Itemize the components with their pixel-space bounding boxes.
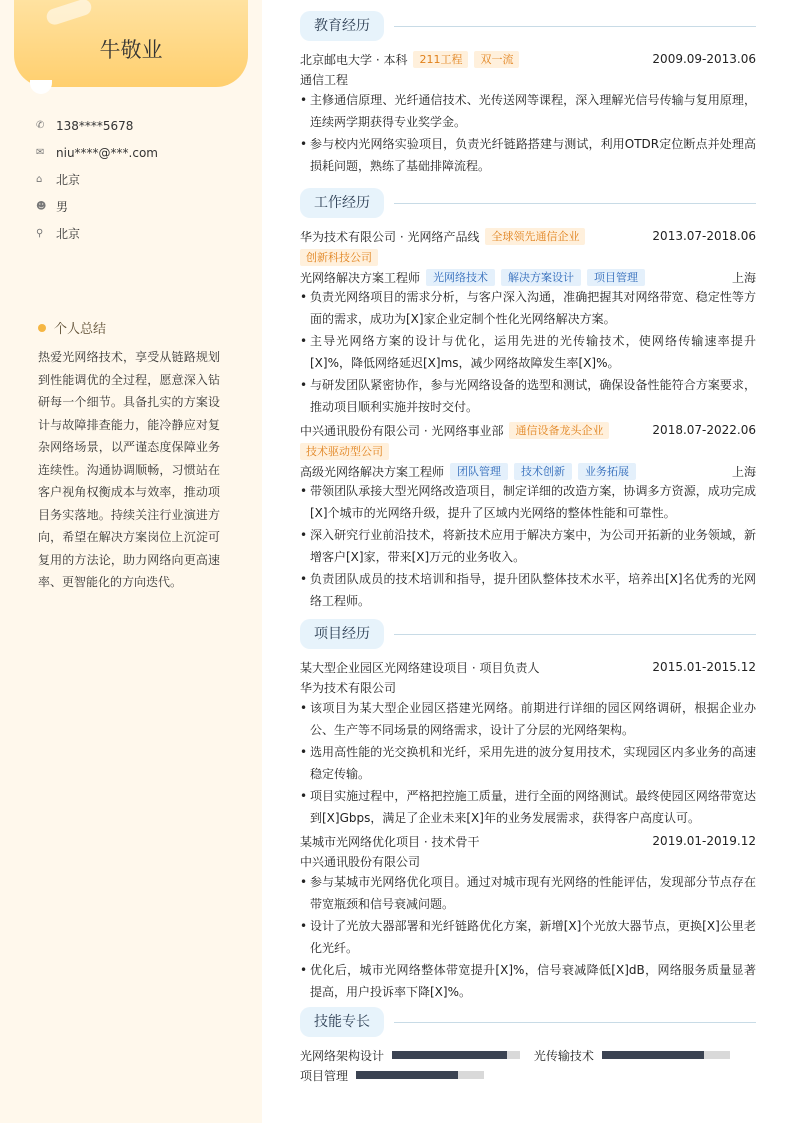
skill-item: [534, 1045, 730, 1065]
job-bullets: [300, 287, 756, 418]
skill-level-fill: [602, 1051, 704, 1059]
education-period: 2009.09-2013.06: [652, 52, 756, 66]
company-name: 华为技术有限公司 · 光网络产品线: [300, 229, 480, 244]
project-org: 华为技术有限公司: [300, 681, 397, 695]
major: 通信工程: [300, 73, 349, 87]
divider: [394, 203, 756, 204]
skills-list: [300, 1045, 756, 1085]
skill-level-fill: [392, 1051, 507, 1059]
gender-value: 男: [56, 200, 69, 214]
section-heading: [300, 1007, 756, 1037]
gender-icon: ☻: [36, 201, 47, 212]
divider: [394, 1022, 756, 1023]
contact-phone: [36, 112, 246, 139]
role-row: [300, 267, 756, 287]
job-period: 2013.07-2018.06: [652, 229, 756, 243]
job-entry: [300, 419, 756, 612]
list-item: • 与研发团队紧密协作，参与光网络设备的选型和测试，确保设备性能符合方案要求，推动项目顺利实施并按时交付。: [300, 375, 756, 418]
project-header: [300, 830, 756, 852]
project-org: 中兴通讯股份有限公司: [300, 855, 421, 869]
project-entry: [300, 830, 756, 1003]
company-tag: 技术驱动型公司: [300, 443, 389, 460]
list-item: • 项目实施过程中，严格把控施工质量，进行全面的网络测试。最终使园区网络带宽达到[X]Gbps，满足了企业未来[X]年的业务发展需求，获得客户高度认可。: [300, 786, 756, 829]
skill-tag: 项目管理: [587, 269, 645, 286]
contact-email: [36, 139, 246, 166]
map-pin-icon: ⚲: [36, 228, 44, 239]
section-education: [300, 11, 756, 178]
job-role: 高级光网络解决方案工程师: [300, 464, 445, 479]
skill-tag: 解决方案设计: [501, 269, 581, 286]
school-tag: 双一流: [474, 51, 519, 68]
hometown-value: 北京: [56, 227, 81, 241]
role-row: [300, 461, 756, 481]
home-icon: ⌂: [36, 174, 43, 185]
education-header: [300, 48, 756, 70]
skill-tag: 技术创新: [514, 463, 572, 480]
job-city: 上海: [731, 464, 756, 479]
school-name: 北京邮电大学 · 本科: [300, 52, 408, 67]
section-skills: [300, 1007, 756, 1085]
list-item: • 设计了光放大器部署和光纤链路优化方案，新增[X]个光放大器节点，更换[X]公里老化光纤。: [300, 916, 756, 959]
job-header: [300, 419, 756, 441]
school-tag: 211工程: [413, 51, 468, 68]
list-item: • 负责光网络项目的需求分析，与客户深入沟通，准确把握其对网络带宽、稳定性等方面的需求，成功为[X]家企业定制个性化光网络解决方案。: [300, 287, 756, 330]
project-entry: [300, 656, 756, 829]
list-item: • 深入研究行业前沿技术，将新技术应用于解决方案中，为公司开拓新的业务领域，新增客户[X]家，带来[X]万元的业务收入。: [300, 525, 756, 568]
summary-title: 个人总结: [54, 322, 107, 337]
divider: [394, 26, 756, 27]
phone-value: 138****5678: [56, 118, 134, 133]
list-item: • 选用高性能的光交换机和光纤，采用先进的波分复用技术，实现园区内多业务的高速稳定传输。: [300, 742, 756, 785]
list-item: • 优化后，城市光网络整体带宽提升[X]%，信号衰减降低[X]dB，网络服务质量显著提高，用户投诉率下降[X]%。: [300, 960, 756, 1003]
job-bullets: [300, 481, 756, 612]
company-tag: 创新科技公司: [300, 249, 378, 266]
project-name: 某大型企业园区光网络建设项目 · 项目负责人: [300, 660, 540, 675]
summary-text: 热爱光网络技术，享受从链路规划到性能调优的全过程，愿意深入钻研每一个细节。具备扎实的方案设计与故障排查能力，能冷静应对复杂网络场景，以严谨态度保障业务连续性。沟通协调顺畅，习惯站在客户视角权衡成本与效率，推动项目务实落地。持续关注行业演进方向，希望在解决方案岗位上沉淀可复用的方法论，助力网络向更高速率、更智能化的方向迭代。: [38, 350, 220, 589]
candidate-name: 牛敬业: [99, 38, 163, 62]
skill-level-bar: [356, 1071, 484, 1079]
skill-tag: 业务拓展: [578, 463, 636, 480]
skill-name: 光网络架构设计: [300, 1048, 385, 1063]
job-entry: [300, 225, 756, 418]
section-projects: [300, 619, 756, 1004]
bullet-dot-icon: [38, 324, 46, 332]
job-role: 光网络解决方案工程师: [300, 270, 421, 285]
skill-name: 项目管理: [300, 1068, 349, 1083]
highlight-decoration: [45, 0, 94, 27]
section-heading: [300, 188, 756, 218]
contact-location: [36, 166, 246, 193]
list-item: • 参与校内光网络实验项目，负责光纤链路搭建与测试，利用OTDR定位断点并处理高损耗问题，熟练了基础排障流程。: [300, 134, 756, 177]
skill-level-fill: [356, 1071, 458, 1079]
project-bullets: [300, 698, 756, 829]
list-item: • 主修通信原理、光纤通信技术、光传送网等课程，深入理解光信号传输与复用原理，连续两学期获得专业奖学金。: [300, 90, 756, 133]
project-header: [300, 656, 756, 678]
skill-level-bar: [602, 1051, 730, 1059]
job-header: [300, 225, 756, 247]
contact-gender: [36, 193, 246, 220]
section-title: 项目经历: [300, 619, 384, 649]
education-bullets: [300, 90, 756, 177]
email-icon: ✉: [36, 147, 45, 158]
skill-item: [300, 1045, 520, 1065]
section-heading: [300, 619, 756, 649]
contact-list: [36, 112, 246, 247]
skill-item: [300, 1065, 484, 1085]
section-heading: [300, 11, 756, 41]
skill-level-bar: [392, 1051, 520, 1059]
skill-tag: 光网络技术: [426, 269, 495, 286]
skill-name: 光传输技术: [533, 1048, 594, 1063]
project-name: 某城市光网络优化项目 · 技术骨干: [300, 834, 480, 849]
sidebar: [0, 0, 262, 1123]
section-work: [300, 188, 756, 613]
email-value: niu****@***.com: [56, 145, 158, 160]
section-title: 工作经历: [300, 188, 384, 218]
contact-hometown: [36, 220, 246, 247]
section-title: 技能专长: [300, 1007, 384, 1037]
location-value: 北京: [56, 173, 81, 187]
divider: [394, 634, 756, 635]
section-title: 教育经历: [300, 11, 384, 41]
phone-icon: ✆: [36, 120, 45, 131]
job-city: 上海: [731, 270, 756, 285]
name-card-tail-decoration: [30, 80, 52, 94]
skill-tag: 团队管理: [450, 463, 508, 480]
company-name: 中兴通讯股份有限公司 · 光网络事业部: [300, 423, 504, 438]
list-item: • 负责团队成员的技术培训和指导，提升团队整体技术水平，培养出[X]名优秀的光网络工程师。: [300, 569, 756, 612]
company-tag: 全球领先通信企业: [485, 228, 585, 245]
summary-heading: [38, 318, 106, 337]
list-item: • 主导光网络方案的设计与优化，运用先进的光传输技术，使网络传输速率提升[X]%，降低网络延迟[X]ms，减少网络故障发生率[X]%。: [300, 331, 756, 374]
list-item: • 该项目为某大型企业园区搭建光网络。前期进行详细的园区网络调研，根据企业办公、生产等不同场景的网络需求，设计了分层的光网络架构。: [300, 698, 756, 741]
list-item: • 参与某城市光网络优化项目。通过对城市现有光网络的性能评估，发现部分节点存在带宽瓶颈和信号衰减问题。: [300, 872, 756, 915]
job-period: 2018.07-2022.06: [652, 423, 756, 437]
company-tag: 通信设备龙头企业: [509, 422, 609, 439]
project-period: 2015.01-2015.12: [652, 660, 756, 674]
name-card: [14, 0, 248, 87]
project-bullets: [300, 872, 756, 1003]
project-period: 2019.01-2019.12: [652, 834, 756, 848]
list-item: • 带领团队承接大型光网络改造项目，制定详细的改造方案，协调多方资源，成功完成[X]个城市的光网络升级，提升了区域内光网络的整体性能和可靠性。: [300, 481, 756, 524]
